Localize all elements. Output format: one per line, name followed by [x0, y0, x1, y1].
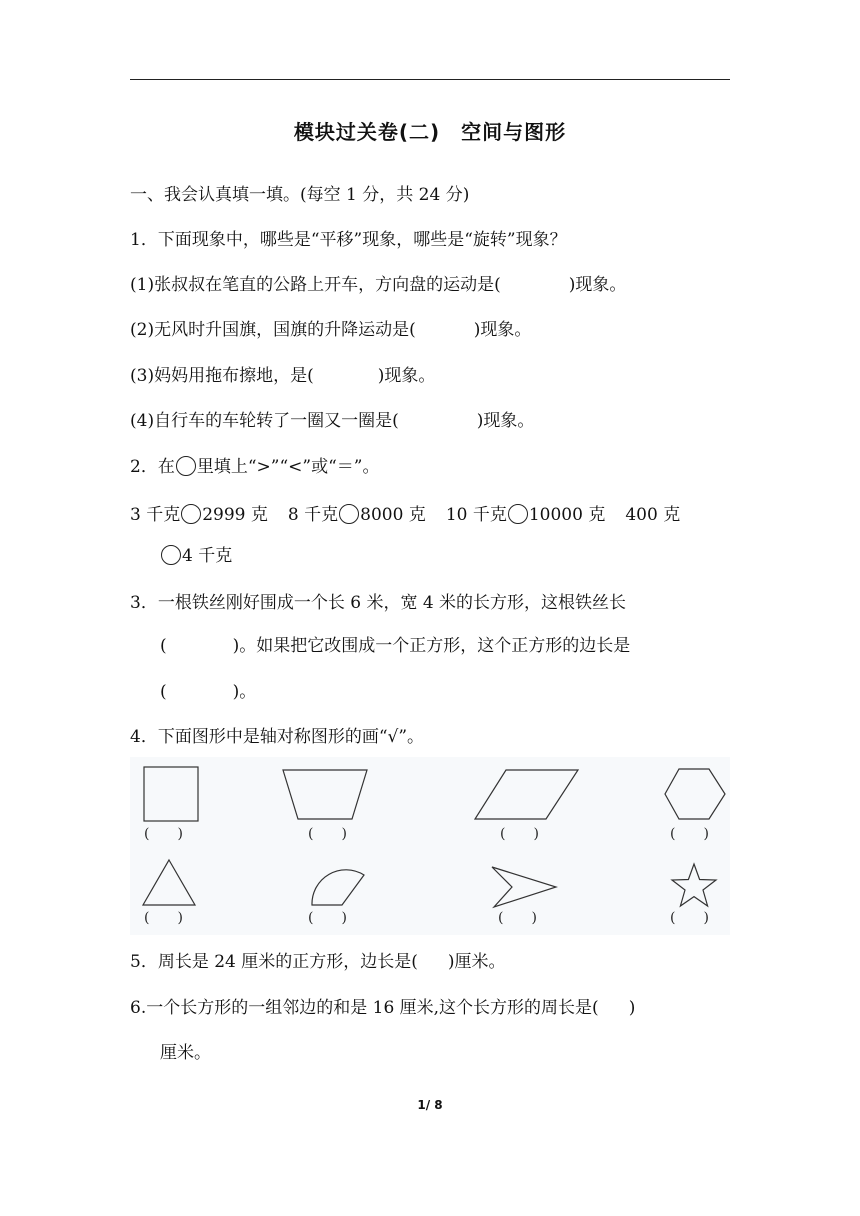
- triangle-shape: [140, 857, 198, 909]
- question-1-c: [130, 364, 435, 388]
- answer-paren[interactable]: ( ): [500, 826, 539, 842]
- question-1-a: [130, 273, 626, 297]
- compare-circle[interactable]: [508, 504, 528, 524]
- q1c-suffix: )现象。: [377, 366, 436, 386]
- question-3-line-3: [160, 680, 256, 704]
- answer-paren[interactable]: ( ): [498, 910, 537, 926]
- q2-item-right: 8000 克: [360, 505, 426, 525]
- question-4-stem: 4．下面图形中是轴对称图形的画“√”。: [130, 727, 425, 747]
- q1c-text: (3)妈妈用拖布擦地，是(: [130, 366, 314, 386]
- sector-shape: [308, 865, 370, 909]
- q5-text: 5．周长是 24 厘米的正方形，边长是(: [130, 952, 418, 972]
- paren-open: (: [160, 682, 167, 702]
- q2-item-left: 10 千克: [445, 505, 507, 525]
- question-2-items: [130, 503, 680, 527]
- question-5: [130, 950, 506, 974]
- q2-item-left: 400 克: [625, 505, 681, 525]
- answer-paren[interactable]: ( ): [670, 826, 709, 842]
- q1a-suffix: )现象。: [568, 275, 627, 295]
- question-3-line-2: [160, 634, 630, 658]
- q2-prefix: 2．在: [130, 457, 175, 477]
- q2-item-right: 4 千克: [182, 546, 233, 566]
- question-3-line-1: 3．一根铁丝刚好围成一个长 6 米，宽 4 米的长方形，这根铁丝长: [130, 593, 627, 613]
- arrowhead-shape: [488, 861, 560, 909]
- question-1-d: [130, 409, 534, 433]
- question-2-stem: [130, 455, 379, 479]
- q1b-text: (2)无风时升国旗，国旗的升降运动是(: [130, 320, 416, 340]
- question-2-items-cont: [160, 544, 232, 568]
- question-1-b: [130, 318, 531, 342]
- answer-paren[interactable]: ( ): [308, 910, 347, 926]
- q6-text: 6.一个长方形的一组邻边的和是 16 厘米,这个长方形的周长是(: [130, 998, 599, 1018]
- q3-text: )。如果把它改围成一个正方形，这个正方形的边长是: [232, 636, 631, 656]
- q2-item-left: 3 千克: [130, 505, 181, 525]
- answer-paren[interactable]: ( ): [144, 826, 183, 842]
- question-6-line-1: [130, 996, 730, 1020]
- q5-suffix: )厘米。: [447, 952, 506, 972]
- q2-item-right: 2999 克: [202, 505, 268, 525]
- question-6-line-2: 厘米。: [160, 1043, 211, 1063]
- shapes-figure: [130, 757, 730, 935]
- answer-paren[interactable]: ( ): [308, 826, 347, 842]
- question-1-stem: 1．下面现象中，哪些是“平移”现象，哪些是“旋转”现象？: [130, 230, 567, 250]
- star-shape: [668, 861, 720, 909]
- compare-circle[interactable]: [161, 545, 181, 565]
- q1a-text: (1)张叔叔在笔直的公路上开车，方向盘的运动是(: [130, 275, 501, 295]
- trapezoid-shape: [280, 765, 370, 823]
- q1b-suffix: )现象。: [473, 320, 532, 340]
- parallelogram-shape: [472, 765, 582, 823]
- answer-paren[interactable]: ( ): [670, 910, 709, 926]
- section-heading: 一、我会认真填一填。(每空 1 分，共 24 分): [130, 185, 470, 205]
- page-title: 模块过关卷(二) 空间与图形: [293, 120, 567, 144]
- paren-close: ): [628, 998, 636, 1018]
- circle-blank-icon: [176, 456, 196, 476]
- answer-paren[interactable]: ( ): [144, 910, 183, 926]
- paren-close: )。: [232, 682, 257, 702]
- q2-item-right: 10000 克: [528, 505, 606, 525]
- square-shape: [142, 765, 202, 825]
- q1d-suffix: )现象。: [476, 411, 535, 431]
- compare-circle[interactable]: [181, 504, 201, 524]
- q2-item-left: 8 千克: [287, 505, 339, 525]
- paren-open: (: [160, 636, 167, 656]
- hexagon-shape: [662, 765, 728, 823]
- top-rule: [130, 79, 730, 80]
- q1d-text: (4)自行车的车轮转了一圈又一圈是(: [130, 411, 399, 431]
- q2-suffix: 里填上“>”“<”或“＝”。: [196, 457, 380, 477]
- page-number: 1/ 8: [417, 1098, 443, 1112]
- compare-circle[interactable]: [339, 504, 359, 524]
